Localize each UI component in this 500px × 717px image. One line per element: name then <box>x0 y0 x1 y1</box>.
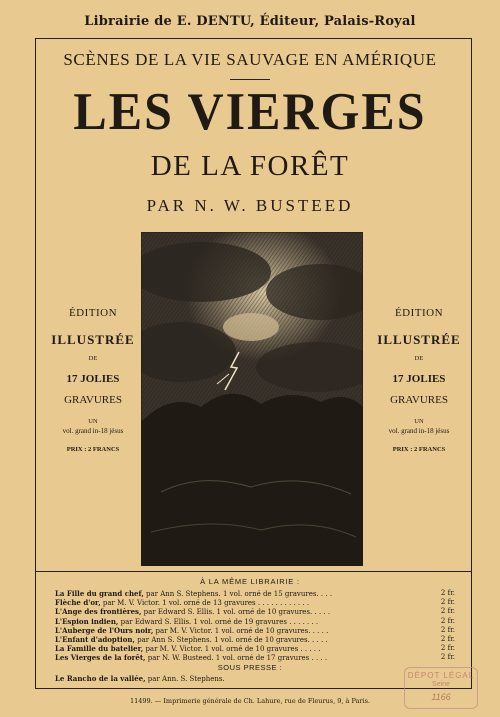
item-title: Le Rancho de la vallée, <box>55 674 146 683</box>
item-details: par Ann S. Stephens. 1 vol. orné de 15 gravures. . . . <box>143 590 333 598</box>
item-details: par M. V. Victor. 1 vol. orné de 10 gravures. . . . . <box>153 626 329 635</box>
item-price: 2 fr. <box>440 653 455 662</box>
item-details: par Ann S. Stephens. 1 vol. orné de 10 gravures. . . . . <box>134 635 328 644</box>
catalog-list <box>55 589 455 663</box>
side-prix: PRIX : 2 FRANCS <box>392 446 446 453</box>
item-title: L'Enfant d'adoption, <box>55 634 135 644</box>
stamp-line3: 1166 <box>431 692 451 702</box>
side-jolies: 17 JOLIES <box>66 372 120 385</box>
item-price: 2 fr. <box>440 589 455 597</box>
side-gravures: GRAVURES <box>390 393 448 406</box>
list-item <box>55 653 455 662</box>
poster-title-line2: DE LA FORÊT <box>150 150 350 182</box>
stamp-line2: Seine <box>432 681 450 688</box>
list-divider <box>36 571 471 572</box>
side-illustree: ILLUSTRÉE <box>377 332 461 347</box>
list-item <box>55 589 455 598</box>
list-item <box>55 626 455 635</box>
poster-subtitle: SCÈNES DE LA VIE SAUVAGE EN AMÉRIQUE <box>63 50 437 69</box>
item-price: 2 fr. <box>440 634 455 643</box>
side-de: DE <box>414 355 424 362</box>
sous-presse-heading: SOUS PRESSE : <box>217 663 283 672</box>
item-details: par Ann. S. Stephens. <box>145 675 225 683</box>
side-panel-right <box>364 308 474 454</box>
item-details: par Edward S. Ellis. 1 vol. orné de 19 gravures . . . . . . . <box>118 617 319 626</box>
side-edition: ÉDITION <box>394 307 444 319</box>
item-details: par M. V. Victor. 1 vol. orné de 13 gravures . . . . . . . . . . . . <box>100 599 310 608</box>
item-title: L'Espion indien, <box>55 616 119 626</box>
list-item <box>55 635 455 644</box>
item-details: par Edward S. Ellis. 1 vol. orné de 10 gravures. . . . . <box>141 608 331 617</box>
side-de: DE <box>88 355 98 362</box>
item-title: Flèche d'or, <box>55 598 101 608</box>
side-prix: PRIX : 2 FRANCS <box>66 446 120 453</box>
item-details: par N. W. Busteed. 1 vol. orné de 17 gravures . . . . <box>145 654 328 663</box>
side-panel-left <box>38 308 148 454</box>
item-title: La Fille du grand chef, <box>55 589 144 598</box>
side-edition: ÉDITION <box>68 307 118 319</box>
item-price: 2 fr. <box>440 616 455 625</box>
side-format: vol. grand in-18 jésus <box>62 427 124 435</box>
side-illustree: ILLUSTRÉE <box>51 332 135 347</box>
stamp-line1: DÉPOT LÉGAL <box>407 671 475 680</box>
side-jolies: 17 JOLIES <box>392 372 446 385</box>
printer-imprint: 11499. — Imprimerie générale de Ch. Lahure, rue de Fleurus, 9, à Paris. <box>129 697 370 705</box>
list-heading: À LA MÊME LIBRAIRIE : <box>200 577 300 586</box>
poster-title: LES VIERGES <box>73 81 427 141</box>
item-title: Les Vierges de la forêt, <box>55 653 146 663</box>
item-title: La Famille du batelier, <box>55 644 144 654</box>
item-price: 2 fr. <box>440 598 455 607</box>
list-item <box>55 607 455 616</box>
forthcoming-item <box>55 674 225 683</box>
forest-engraving-illustration <box>141 232 363 566</box>
side-format: vol. grand in-18 jésus <box>388 427 450 435</box>
item-title: L'Auberge de l'Ours noir, <box>55 625 154 635</box>
side-gravures: GRAVURES <box>64 393 122 406</box>
item-price: 2 fr. <box>440 607 455 616</box>
item-details: par M. V. Victor. 1 vol. orné de 10 gravures . . . . . <box>143 645 321 654</box>
publisher-line: Librairie de E. DENTU, Éditeur, Palais-Royal <box>84 14 416 29</box>
poster-author: PAR N. W. BUSTEED <box>146 196 354 215</box>
item-price: 2 fr. <box>440 644 455 653</box>
depot-legal-stamp <box>404 667 478 709</box>
list-item <box>55 617 455 626</box>
list-item <box>55 644 455 653</box>
list-item <box>55 598 455 607</box>
item-title: L'Ange des frontières, <box>55 607 142 617</box>
side-un: UN <box>88 417 98 425</box>
side-un: UN <box>414 417 424 425</box>
item-price: 2 fr. <box>440 625 455 634</box>
